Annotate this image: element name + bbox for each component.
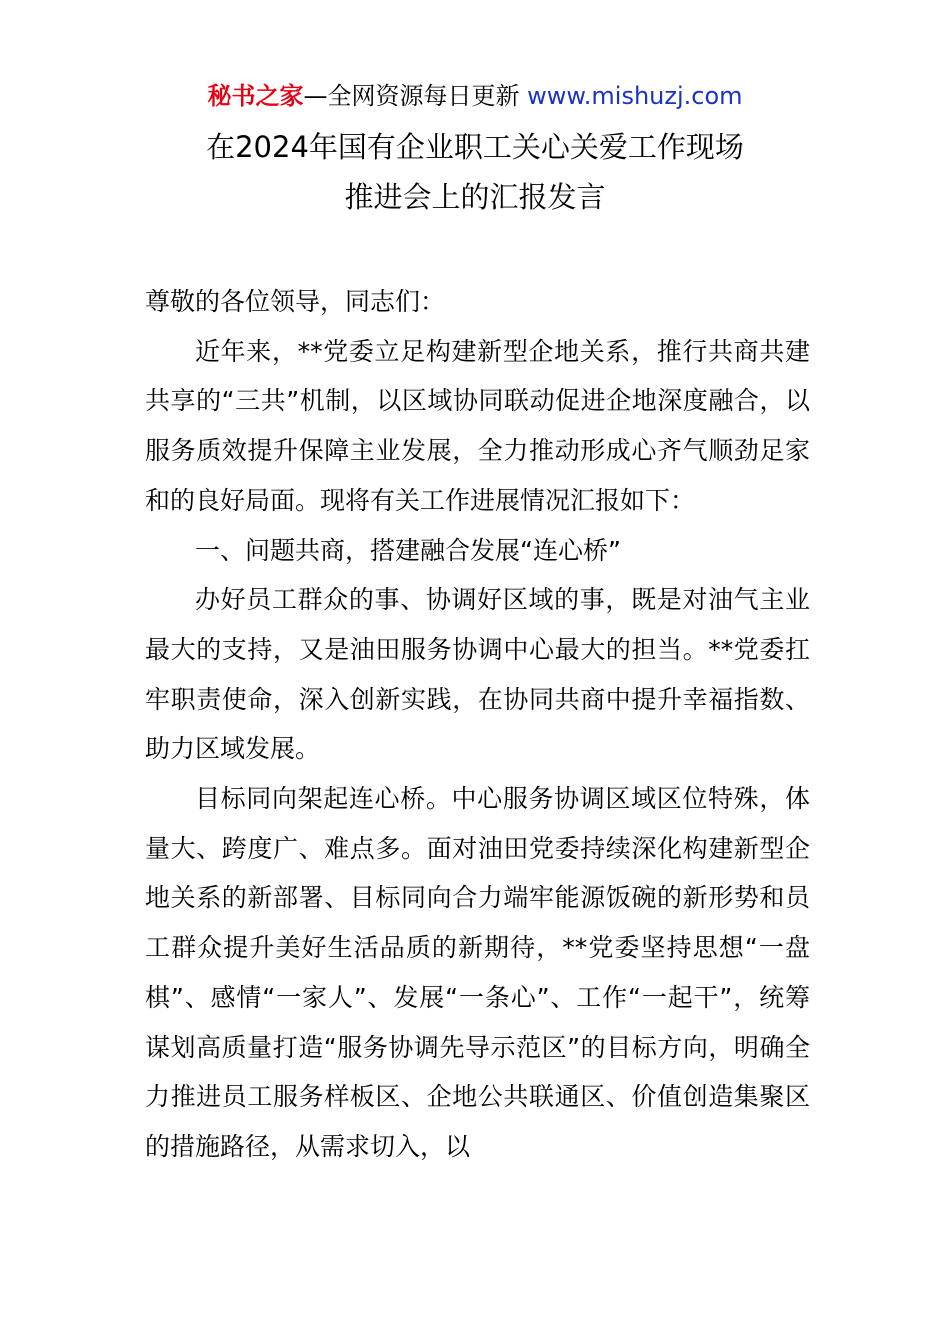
- document-title-line-1: 在2024年国有企业职工关心关爱工作现场: [206, 130, 744, 164]
- site-header: [0, 80, 950, 112]
- document-title-line-2: 推进会上的汇报发言: [344, 180, 606, 214]
- site-url-link[interactable]: www.mishuzj.com: [527, 82, 743, 110]
- section-heading-1: 一、问题共商，搭建融合发展“连心桥”: [195, 535, 621, 565]
- header-tagline: —全网资源每日更新: [303, 82, 520, 110]
- salutation: 尊敬的各位领导，同志们：: [145, 287, 446, 316]
- document-body: [145, 277, 810, 1172]
- paragraph-intro: 近年来，**党委立足构建新型企地关系，推行共商共建共享的“三共”机制，以区域协同联动促进企地深度融合，以服务质效提升保障主业发展，全力推动形成心齐气顺劲足家和的良好局面。现将有关工作进展情况汇报如下：: [145, 336, 810, 515]
- paragraph-section-1-intro: 办好员工群众的事、协调好区域的事，既是对油气主业最大的支持，又是油田服务协调中心最大的担当。**党委扛牢职责使命，深入创新实践，在协同共商中提升幸福指数、助力区域发展。: [145, 585, 810, 764]
- brand-name: 秘书之家: [207, 82, 304, 110]
- paragraph-target-bridge: 目标同向架起连心桥。中心服务协调区域区位特殊，体量大、跨度广、难点多。面对油田党委持续深化构建新型企地关系的新部署、目标同向合力端牢能源饭碗的新形势和员工群众提升美好生活品质的新期待，**党委坚持思想“一盘棋”、感情“一家人”、发展“一条心”、工作“一起干”，统筹谋划高质量打造“服务协调先导示范区”的目标方向，明确全力推进员工服务样板区、企地公共联通区、价值创造集聚区的措施路径，从需求切入，以: [145, 784, 810, 1161]
